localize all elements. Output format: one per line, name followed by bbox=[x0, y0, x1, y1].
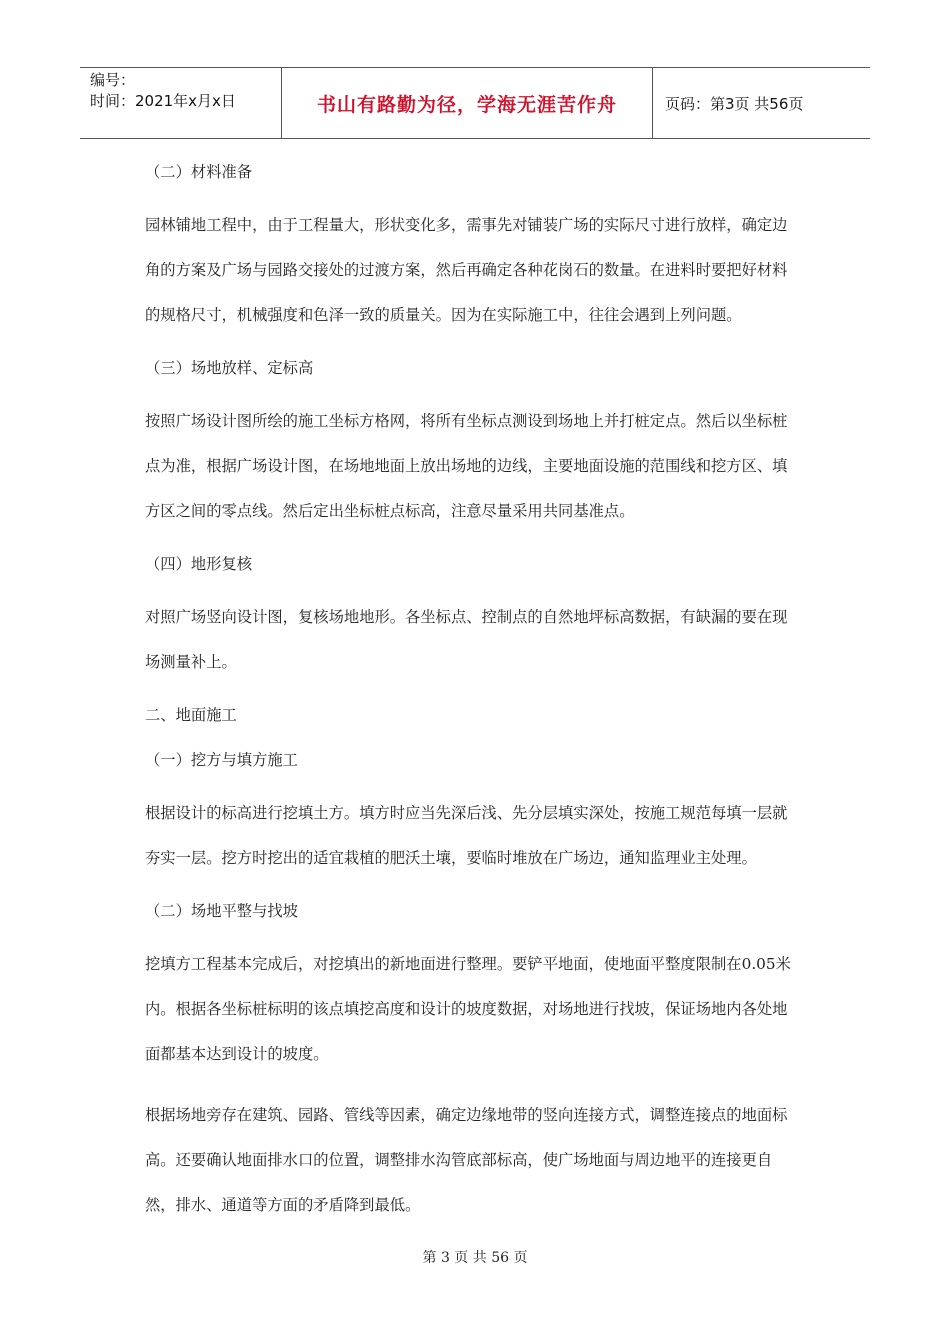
section-heading: （三）场地放样、定标高 bbox=[145, 359, 314, 377]
header-motto: 书山有路勤为径，学海无涯苦作舟 bbox=[281, 68, 653, 138]
page-footer: 第 3 页 共 56 页 bbox=[422, 1250, 528, 1266]
paragraph: 按照广场设计图所绘的施工坐标方格网，将所有坐标点测设到场地上并打桩定点。然后以坐标桩点为准，根据广场设计图，在场地地面上放出场地的边线，主要地面设施的范围线和挖方区、填方区之间的零点线。然后定出坐标桩点标高，注意尽量采用共同基准点。 bbox=[145, 412, 788, 520]
section-heading: 二、地面施工 bbox=[145, 706, 237, 724]
time-label: 时间：2021年x月x日 bbox=[90, 92, 236, 110]
paragraph: 根据设计的标高进行挖填土方。填方时应当先深后浅、先分层填实深处，按施工规范每填一层就夯实一层。挖方时挖出的适宜栽植的肥沃土壤，要临时堆放在广场边，通知监理业主处理。 bbox=[145, 804, 788, 867]
paragraph: 挖填方工程基本完成后，对挖填出的新地面进行整理。要铲平地面，使地面平整度限制在0.05米内。根据各坐标桩标明的该点填挖高度和设计的坡度数据，对场地进行找坡，保证场地内各处地面都基本达到设计的坡度。 bbox=[145, 955, 791, 1063]
section-heading: （四）地形复核 bbox=[145, 555, 253, 573]
paragraph: 园林铺地工程中，由于工程量大，形状变化多，需事先对铺装广场的实际尺寸进行放样，确定边角的方案及广场与园路交接处的过渡方案，然后再确定各种花岗石的数量。在进料时要把好材料的规格尺寸，机械强度和色泽一致的质量关。因为在实际施工中，往往会遇到上列问题。 bbox=[145, 216, 788, 324]
header-page-info: 页码：第3页 共56页 bbox=[665, 94, 804, 113]
section-heading: （一）挖方与填方施工 bbox=[145, 751, 298, 769]
header-meta bbox=[80, 68, 281, 138]
paragraph: 对照广场竖向设计图，复核场地地形。各坐标点、控制点的自然地坪标高数据，有缺漏的要在现场测量补上。 bbox=[145, 608, 788, 671]
page-header bbox=[80, 67, 870, 139]
paragraph: 根据场地旁存在建筑、园路、管线等因素，确定边缘地带的竖向连接方式，调整连接点的地面标高。还要确认地面排水口的位置，调整排水沟管底部标高，使广场地面与周边地平的连接更自然，排水、通道等方面的矛盾降到最低。 bbox=[145, 1106, 788, 1214]
document-body bbox=[145, 158, 801, 1244]
section-heading: （二）场地平整与找坡 bbox=[145, 902, 298, 920]
number-label: 编号： bbox=[90, 71, 136, 89]
section-heading: （二）材料准备 bbox=[145, 163, 253, 181]
